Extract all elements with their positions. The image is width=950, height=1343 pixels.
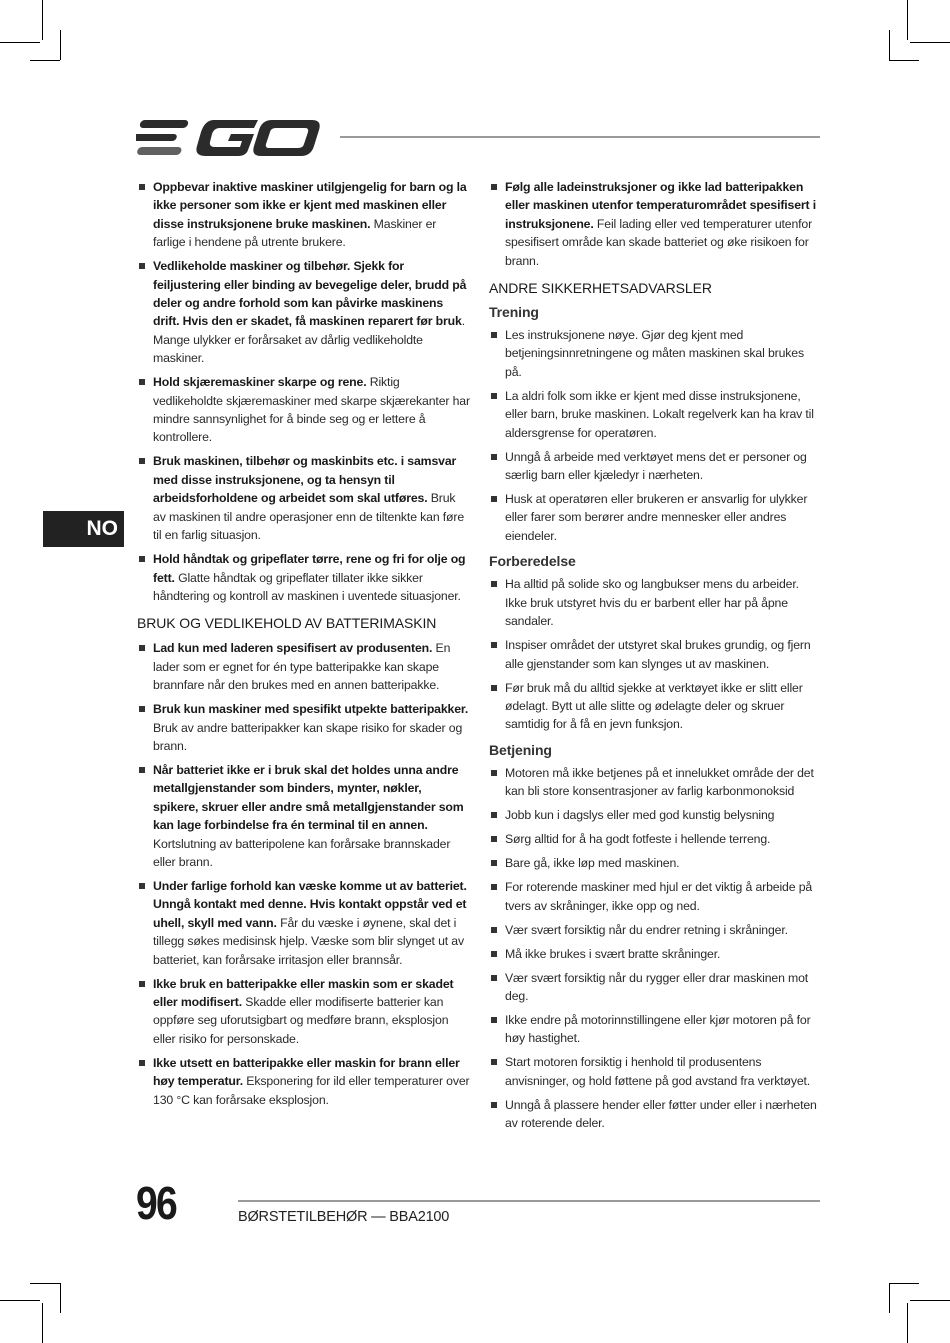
item-bold: Hold håndtak og gripeflater tørre, rene og fri for olje og fett. <box>153 552 466 585</box>
item-text: . Mange ulykker er forårsaket av dårlig vedlikeholdte maskiner. <box>153 314 465 366</box>
list-item: Unngå å arbeide med verktøyet mens det er personer og særlig barn eller kjæledyr i nærheten. <box>489 448 822 485</box>
item-text: Maskiner er farlige i hendene på utrente brukere. <box>153 216 437 250</box>
bullet-list <box>137 178 470 605</box>
crop-mark <box>42 0 43 40</box>
bullet-list <box>489 178 822 270</box>
section-heading-other-warnings: ANDRE SIKKERHETSADVARSLER <box>489 280 712 297</box>
list-item: Sørg alltid for å ha godt fotfeste i hellende terreng. <box>489 830 822 848</box>
item-text: Riktig vedlikeholdte skjæremaskiner med skarpe skjærekanter har mindre sannsynlighet for å binde seg og er lettere å kontrollere. <box>153 375 470 445</box>
crop-mark <box>907 0 908 40</box>
crop-mark <box>910 42 950 43</box>
crop-mark <box>889 1283 890 1313</box>
list-item: Ha alltid på solide sko og langbukser mens du arbeider. Ikke bruk utstyret hvis du er barbent eller har på åpne sandaler. <box>489 575 822 630</box>
list-item <box>137 373 470 447</box>
crop-mark <box>910 1300 950 1301</box>
section-heading-battery: BRUK OG VEDLIKEHOLD AV BATTERIMASKIN <box>137 615 437 632</box>
list-item: Må ikke brukes i svært bratte skråninger. <box>489 945 822 963</box>
list-item: La aldri folk som ikke er kjent med disse instruksjonene, eller barn, bruke maskinen. Lokalt regelverk kan ha krav til aldersgrense for operatøren. <box>489 387 822 442</box>
list-item: Start motoren forsiktig i henhold til produsentens anvisninger, og hold føttene på god avstand fra verktøyet. <box>489 1053 822 1090</box>
crop-mark <box>60 1283 61 1313</box>
list-item: Motoren må ikke betjenes på et innelukket område der det kan bli store konsentrasjoner av farlig karbonmonoksid <box>489 764 822 801</box>
bullet-list <box>489 764 822 1133</box>
list-item <box>137 639 470 694</box>
item-text: Bruk av maskinen til andre operasjoner enn de tiltenkte kan føre til en farlig situasjon. <box>153 491 465 543</box>
item-bold: Ikke utsett en batteripakke eller maskin for brann eller høy temperatur. <box>153 1055 460 1089</box>
list-item <box>489 178 822 270</box>
footer-product-name: BØRSTETILBEHØR — BBA2100 <box>238 1209 450 1225</box>
item-bold: Bruk kun maskiner med spesifikt utpekte batteripakker. <box>153 702 469 717</box>
item-bold: Under farlige forhold kan væske komme ut av batteriet. Unngå kontakt med denne. Hvis kontakt oppstår ved et uhell, skyll med vann. <box>153 878 467 930</box>
crop-mark <box>60 30 61 60</box>
item-text: Kortslutning av batteripolene kan forårsake brannskader eller brann. <box>153 836 451 869</box>
crop-mark <box>889 60 919 61</box>
item-text: Feil lading eller ved temperaturer utenfor spesifisert område kan skade batteriet og øke risikoen for brann. <box>505 216 813 268</box>
crop-mark <box>30 1283 60 1284</box>
list-item: Unngå å plassere hender eller føtter under eller i nærheten av roterende deler. <box>489 1096 822 1133</box>
subheading-training: Trening <box>489 304 539 321</box>
item-bold: Når batteriet ikke er i bruk skal det holdes unna andre metallgjenstander som binders, mynter, nøkler, spikere, skruer eller andre små metallgjenstander som kan lage forbindelse fra én terminal til en annen. <box>153 762 464 833</box>
crop-mark <box>42 1303 43 1343</box>
list-item: Bare gå, ikke løp med maskinen. <box>489 854 822 872</box>
list-item: Husk at operatøren eller brukeren er ansvarlig for ulykker eller farer som berører andre mennesker eller andres eiendeler. <box>489 490 822 545</box>
item-text: Får du væske i øynene, skal det i tillegg søkes medisinsk hjelp. Væske som blir slynget ut av batteriet, kan forårsake irritasjon eller brannsår. <box>153 915 464 967</box>
list-item <box>137 975 470 1049</box>
item-bold: Hold skjæremaskiner skarpe og rene. <box>153 375 367 390</box>
list-item <box>137 550 470 605</box>
item-bold: Lad kun med laderen spesifisert av produsenten. <box>153 641 433 656</box>
list-item: Jobb kun i dagslys eller med god kunstig belysning <box>489 806 822 824</box>
left-column <box>137 178 470 1115</box>
crop-mark <box>889 30 890 60</box>
language-tab: NO <box>43 511 124 547</box>
list-item <box>137 700 470 755</box>
item-text: Glatte håndtak og gripeflater tillater ikke sikker håndtering og kontroll av maskinen i uventede situasjoner. <box>153 570 461 603</box>
list-item: Før bruk må du alltid sjekke at verktøyet ikke er slitt eller ødelagt. Bytt ut alle slitte og ødelagte deler og skruer samtidig for å få en jevn funksjon. <box>489 679 822 734</box>
item-text: Bruk av andre batteripakker kan skape risiko for skader og brann. <box>153 720 463 753</box>
item-bold: Vedlikeholde maskiner og tilbehør. Sjekk for feiljustering eller binding av bevegelige deler, brudd på deler og andre forhold som kan påvirke maskinens drift. Hvis den er skadet, få maskinen reparert før bruk <box>153 259 467 329</box>
list-item <box>137 1054 470 1109</box>
list-item: Inspiser området der utstyret skal brukes grundig, og fjern alle gjenstander som kan slynges ut av maskinen. <box>489 636 822 673</box>
list-item <box>137 761 470 871</box>
right-column <box>489 178 822 1138</box>
crop-mark <box>889 1283 919 1284</box>
item-bold: Bruk maskinen, tilbehør og maskinbits etc. i samsvar med disse instruksjonene, og ta hensyn til arbeidsforholdene og arbeidet som skal utføres. <box>153 454 457 506</box>
crop-mark <box>0 1300 40 1301</box>
list-item: Ikke endre på motorinnstillingene eller kjør motoren på for høy hastighet. <box>489 1011 822 1048</box>
ego-logo <box>136 116 322 160</box>
bullet-list <box>489 575 822 733</box>
list-item: For roterende maskiner med hjul er det viktig å arbeide på tvers av skråninger, ikke opp og ned. <box>489 878 822 915</box>
list-item <box>137 877 470 969</box>
subheading-preparation: Forberedelse <box>489 553 576 570</box>
list-item: Vær svært forsiktig når du endrer retning i skråninger. <box>489 921 822 939</box>
crop-mark <box>30 60 60 61</box>
header-rule <box>340 136 820 138</box>
list-item <box>137 452 470 544</box>
item-bold: Oppbevar inaktive maskiner utilgjengelig for barn og la ikke personer som ikke er kjent med maskinen eller disse instruksjonene bruke maskinen. <box>153 180 467 231</box>
page-number: 96 <box>136 1177 177 1229</box>
crop-mark <box>907 1303 908 1343</box>
footer-rule <box>238 1200 820 1202</box>
subheading-operation: Betjening <box>489 741 552 758</box>
list-item: Les instruksjonene nøye. Gjør deg kjent med betjeningsinnretningene og måten maskinen skal brukes på. <box>489 326 822 381</box>
crop-mark <box>0 42 40 43</box>
list-item: Vær svært forsiktig når du rygger eller drar maskinen mot deg. <box>489 969 822 1006</box>
item-text: Skadde eller modifiserte batterier kan oppføre seg uforutsigbart og medføre brann, eksplosjon eller risiko for personskade. <box>153 995 449 1046</box>
item-text: Eksponering for ild eller temperaturer over 130 °C kan forårsake eksplosjon. <box>153 1074 470 1107</box>
item-bold: Ikke bruk en batteripakke eller maskin som er skadet eller modifisert. <box>153 976 454 1009</box>
item-text: En lader som er egnet for én type batteripakke kan skape brannfare når den brukes med en annen batteripakke. <box>153 641 451 693</box>
list-item <box>137 257 470 367</box>
list-item <box>137 178 470 252</box>
item-bold: Følg alle ladeinstruksjoner og ikke lad batteripakken eller maskinen utenfor temperaturområdet spesifisert i instruksjonene. <box>505 180 817 231</box>
bullet-list <box>137 639 470 1109</box>
bullet-list <box>489 326 822 545</box>
